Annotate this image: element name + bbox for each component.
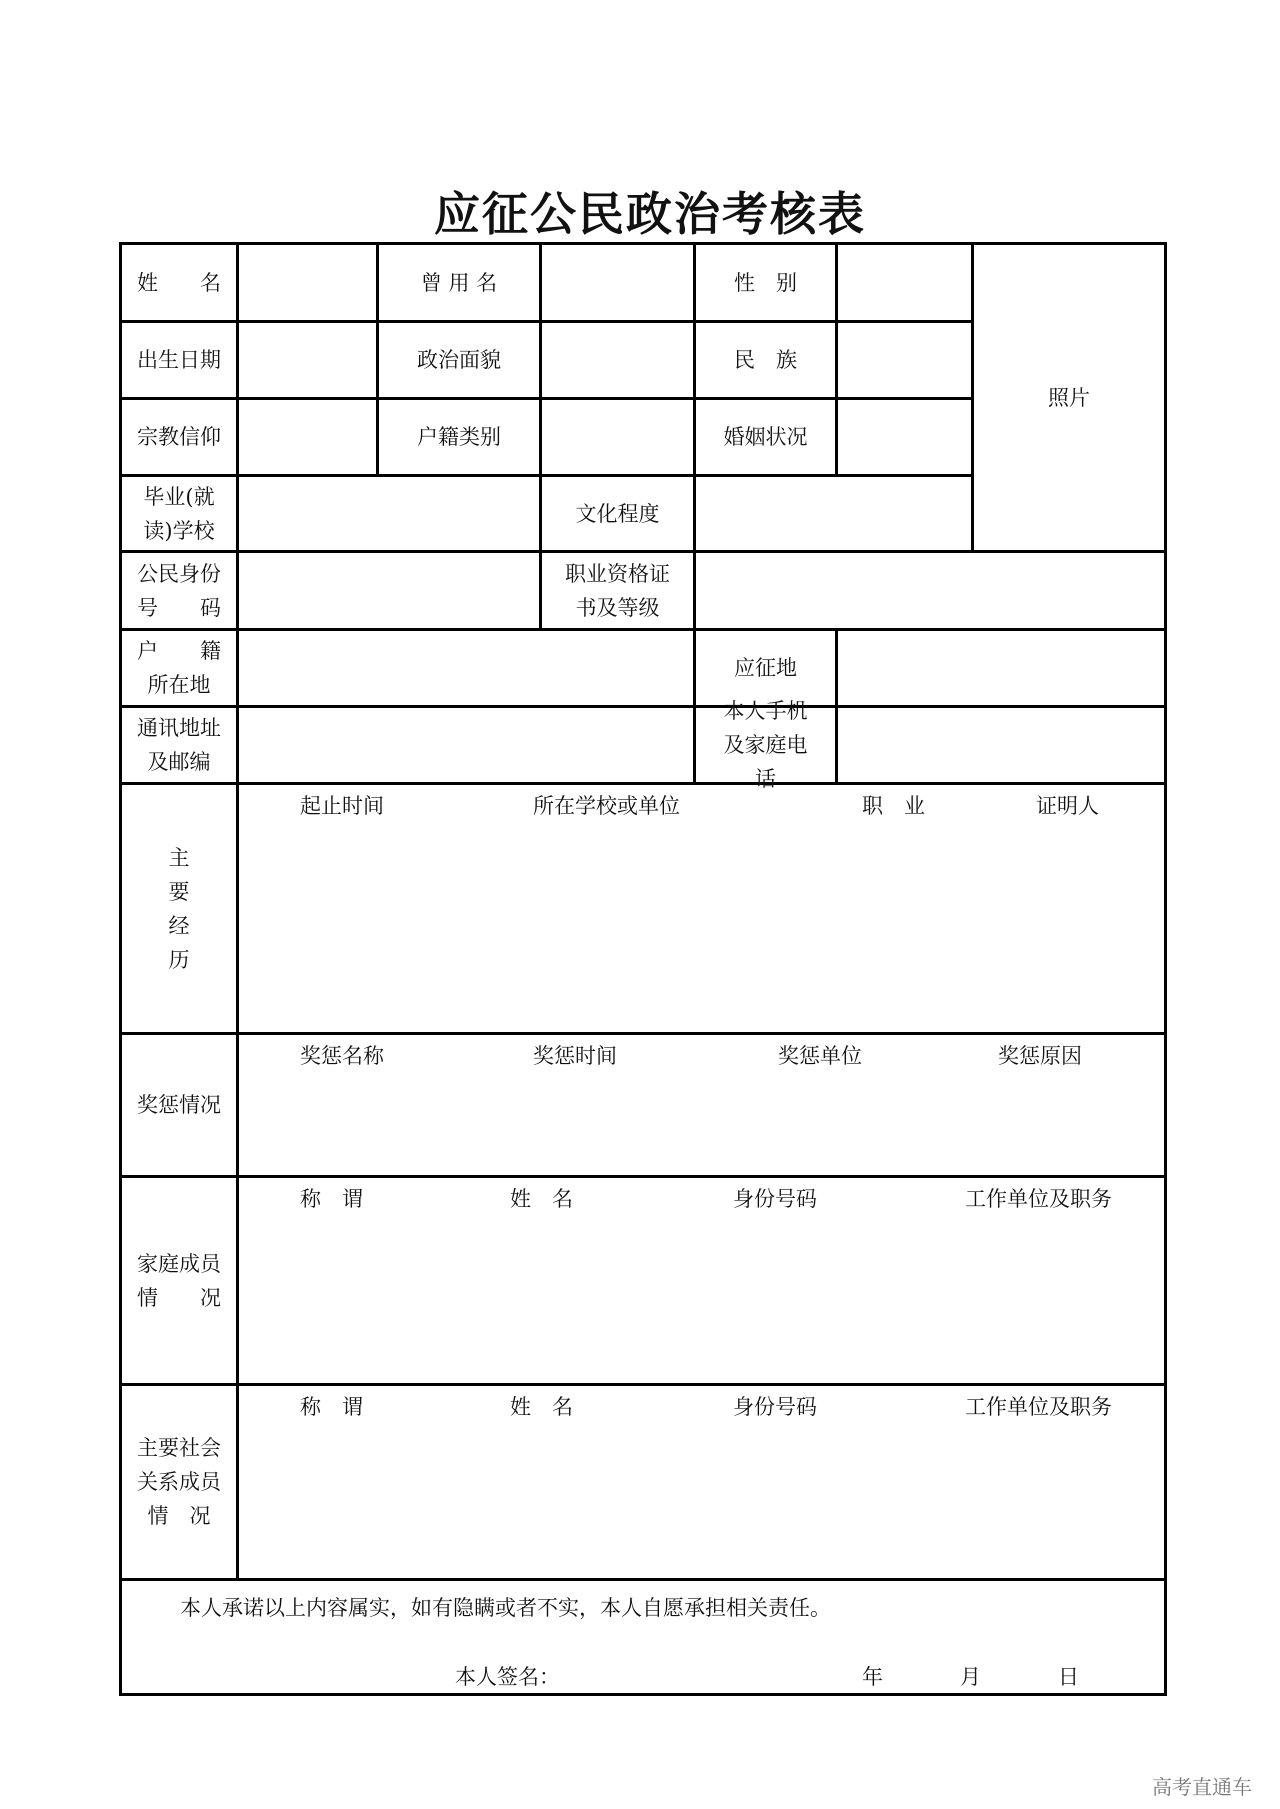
political-status-field[interactable]	[542, 323, 696, 400]
signature-day: 日	[1058, 1665, 1079, 1689]
family-header-name: 姓 名	[510, 1187, 573, 1211]
award-header-reason: 奖惩原因	[998, 1044, 1082, 1068]
award-header-unit: 奖惩单位	[778, 1044, 862, 1068]
label-religion: 宗教信仰	[122, 400, 239, 477]
gender-field[interactable]	[838, 245, 974, 323]
marital-status-field[interactable]	[838, 400, 974, 477]
label-education: 文化程度	[542, 477, 696, 553]
label-ethnicity: 民 族	[696, 323, 838, 400]
label-political-status: 政治面貌	[379, 323, 542, 400]
award-header-time: 奖惩时间	[533, 1044, 617, 1068]
family-header-id: 身份号码	[733, 1187, 817, 1211]
social-header-relation: 称 谓	[300, 1395, 363, 1419]
pledge-text: 本人承诺以上内容属实，如有隐瞒或者不实，本人自愿承担相关责任。	[180, 1596, 831, 1620]
exp-header-job: 职 业	[862, 794, 925, 818]
label-awards: 奖惩情况	[122, 1035, 239, 1178]
page-title: 应征公民政治考核表	[434, 187, 866, 241]
family-header-relation: 称 谓	[300, 1187, 363, 1211]
label-gender: 性 别	[696, 245, 838, 323]
label-phone: 本人手机及家庭电话	[696, 708, 838, 785]
watermark: 高考直通车	[1152, 1775, 1252, 1799]
signature-month: 月	[960, 1665, 981, 1689]
social-header-work: 工作单位及职务	[965, 1395, 1112, 1419]
enlist-place-field[interactable]	[838, 631, 1164, 708]
social-header-id: 身份号码	[733, 1395, 817, 1419]
label-marital-status: 婚姻状况	[696, 400, 838, 477]
exp-header-unit: 所在学校或单位	[533, 794, 680, 818]
family-header-work: 工作单位及职务	[965, 1187, 1112, 1211]
exp-header-witness: 证明人	[1036, 794, 1099, 818]
award-header-name: 奖惩名称	[300, 1044, 384, 1068]
address-field[interactable]	[239, 708, 696, 785]
label-name: 姓 名	[122, 245, 239, 323]
religion-field[interactable]	[239, 400, 379, 477]
label-hukou-type: 户籍类别	[379, 400, 542, 477]
form-table	[119, 242, 1167, 1696]
label-family: 家庭成员情 况	[122, 1178, 239, 1386]
label-birth-date: 出生日期	[122, 323, 239, 400]
birth-date-field[interactable]	[239, 323, 379, 400]
social-header-name: 姓 名	[510, 1395, 573, 1419]
label-experience: 主要经历	[122, 785, 239, 1035]
exp-header-period: 起止时间	[300, 794, 384, 818]
label-id-number: 公民身份号 码	[122, 553, 239, 631]
hukou-location-field[interactable]	[239, 631, 696, 708]
phone-field[interactable]	[838, 708, 1164, 785]
label-qualification: 职业资格证书及等级	[542, 553, 696, 631]
label-school: 毕业(就读)学校	[122, 477, 239, 553]
name-field[interactable]	[239, 245, 379, 323]
photo-box[interactable]: 照片	[974, 245, 1164, 553]
hukou-type-field[interactable]	[542, 400, 696, 477]
id-number-field[interactable]	[239, 553, 542, 631]
signature-year: 年	[862, 1665, 883, 1689]
label-former-name: 曾 用 名	[379, 245, 542, 323]
label-social: 主要社会关系成员情 况	[122, 1386, 239, 1581]
former-name-field[interactable]	[542, 245, 696, 323]
label-enlist-place: 应征地	[696, 631, 838, 708]
label-address: 通讯地址及邮编	[122, 708, 239, 785]
experience-area[interactable]	[239, 785, 1164, 1035]
qualification-field[interactable]	[696, 553, 1164, 631]
label-hukou-location: 户 籍所在地	[122, 631, 239, 708]
school-field[interactable]	[239, 477, 542, 553]
signature-label: 本人签名：	[455, 1665, 560, 1689]
ethnicity-field[interactable]	[838, 323, 974, 400]
signature-field[interactable]	[562, 1661, 812, 1687]
education-field[interactable]	[696, 477, 974, 553]
